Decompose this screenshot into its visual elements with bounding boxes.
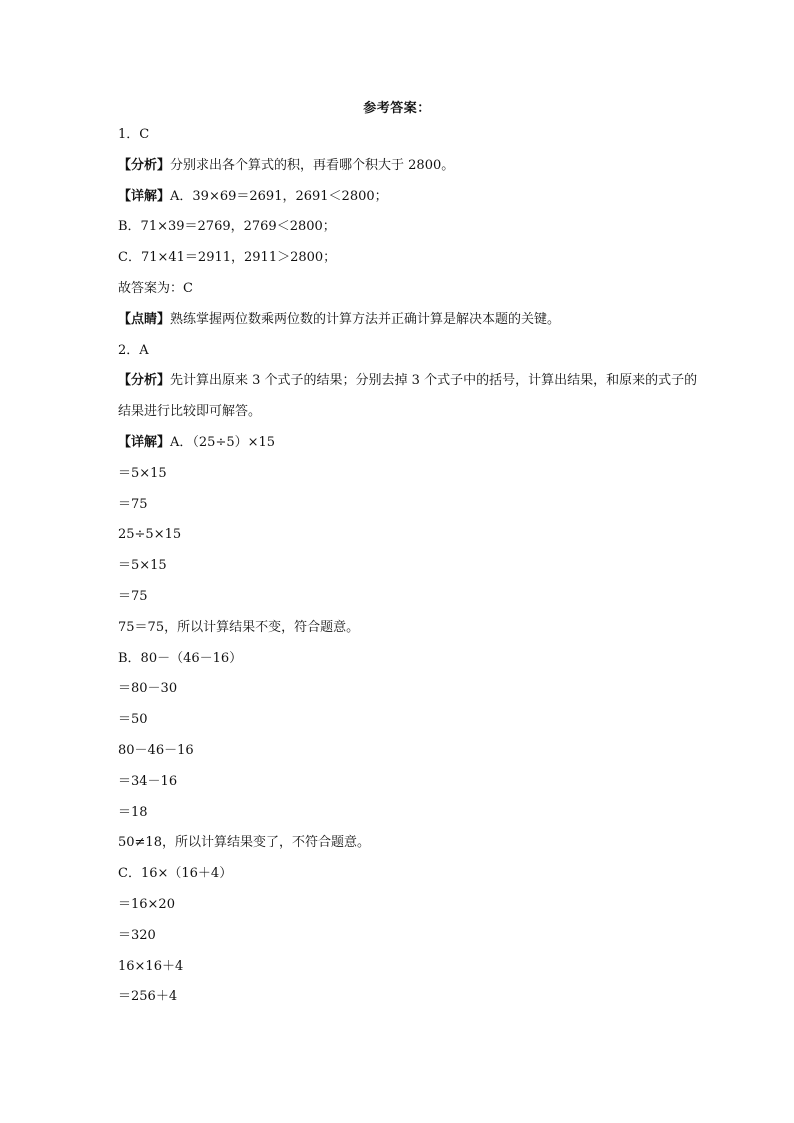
section-tag: 【点睛】: [118, 311, 171, 327]
answer-line: [118, 120, 698, 151]
line-text: A．（25÷5）×15: [170, 434, 276, 450]
line-text: B．80－（46－16）: [118, 650, 243, 666]
answer-line: [118, 828, 698, 859]
line-text: 25÷5×15: [118, 527, 182, 543]
answer-line: [118, 798, 698, 829]
section-tag: 【分析】: [118, 157, 171, 173]
line-text: ＝50: [118, 712, 148, 728]
answer-line: [118, 644, 698, 675]
line-text: 50≠18，所以计算结果变了，不符合题意。: [118, 835, 370, 851]
line-text: ＝320: [118, 927, 156, 943]
line-text: ＝18: [118, 804, 148, 820]
answer-line: [118, 921, 698, 952]
answer-line: [118, 952, 698, 983]
line-text: 故答案为：C: [118, 280, 193, 296]
answer-line: [118, 243, 698, 274]
line-text: ＝5×15: [118, 465, 167, 481]
line-text: C．16×（16＋4）: [118, 866, 233, 882]
answer-line: [118, 151, 698, 182]
answer-line: [118, 182, 698, 213]
page-title: 参考答案：: [363, 101, 431, 116]
answer-line: [118, 274, 698, 305]
section-tag: 【详解】: [118, 434, 171, 450]
answer-line: [118, 212, 698, 243]
line-text: A．39×69＝2691，2691＜2800；: [170, 188, 388, 204]
answer-line: [118, 705, 698, 736]
answer-line: [118, 336, 698, 367]
answer-line: [118, 459, 698, 490]
section-tag: 【分析】: [118, 373, 171, 389]
answer-line: [118, 305, 698, 336]
line-text: 80－46－16: [118, 742, 194, 758]
line-text: 75＝75，所以计算结果不变，符合题意。: [118, 619, 360, 635]
answer-line: [118, 982, 698, 1013]
answer-content: [118, 120, 698, 1013]
line-text: ＝16×20: [118, 896, 175, 912]
answer-line: [118, 890, 698, 921]
answer-line: [118, 428, 698, 459]
line-text: ＝75: [118, 496, 148, 512]
answer-line: [118, 736, 698, 767]
line-text: ＝5×15: [118, 558, 167, 574]
answer-line: [118, 767, 698, 798]
section-tag: 【详解】: [118, 188, 171, 204]
line-text: 分别求出各个算式的积，再看哪个积大于 2800。: [170, 157, 455, 173]
answer-line: [118, 366, 698, 428]
answer-line: [118, 582, 698, 613]
line-text: 熟练掌握两位数乘两位数的计算方法并正确计算是解决本题的关键。: [170, 311, 561, 327]
answer-line: [118, 520, 698, 551]
answer-line: [118, 859, 698, 890]
answer-line: [118, 551, 698, 582]
line-text: C．71×41＝2911，2911＞2800；: [118, 250, 337, 266]
line-text: ＝75: [118, 588, 148, 604]
line-text: 2．A: [118, 342, 149, 358]
answer-line: [118, 674, 698, 705]
answer-line: [118, 490, 698, 521]
line-text: 1．C: [118, 127, 150, 142]
line-text: 16×16＋4: [118, 958, 184, 974]
line-text: ＝80－30: [118, 681, 178, 697]
line-text: ＝34－16: [118, 773, 178, 789]
answer-line: [118, 613, 698, 644]
line-text: ＝256＋4: [118, 989, 178, 1005]
line-text: 先计算出原来 3 个式子的结果；分别去掉 3 个式子中的括号，计算出结果，和原来的式子的结果进行比较即可解答。: [118, 373, 698, 420]
line-text: B．71×39＝2769，2769＜2800；: [118, 219, 336, 235]
